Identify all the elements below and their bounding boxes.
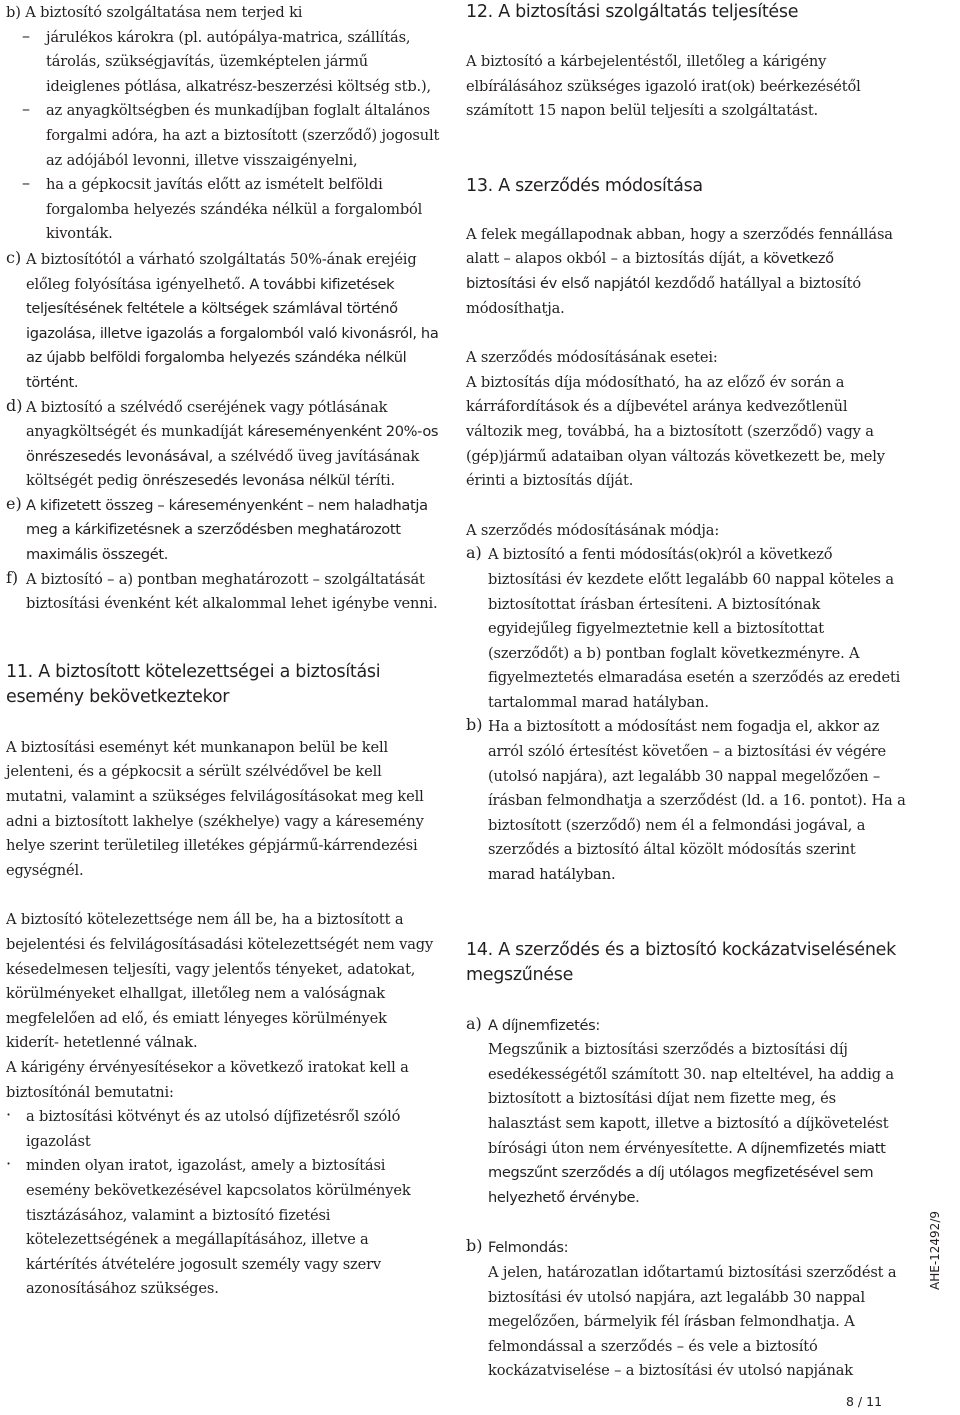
item-label: a)	[466, 543, 482, 563]
list-item-text: A biztosító a fenti módosítás(ok)ról a következő biztosítási év kezdete előtt legalább 60 nappal köteles a biztosítottat írásban értesíteni. A biztosítónak egyidejűleg figyelmeztetnie kell a biztosítottat (szerződőt) a b) pontban foglalt következményre. A figyelmeztetés elmaradása esetén a szerződés az eredeti tartalommal marad hatályban.	[488, 546, 901, 711]
item-label: f)	[6, 567, 19, 587]
section-14-heading: 14. A szerződés és a biztosító kockázatviselésének megszűnése	[466, 939, 896, 985]
list-item	[6, 1154, 440, 1302]
section-10e	[6, 494, 440, 568]
section-10d-t2: káreseményenként 20%-os önrészesedés levonásával	[26, 423, 439, 465]
section-14b-t3: felmondhatja. A felmondással a szerződés – és vele a biztosító kockázatviselése – a biztosítási év utolsó napjának	[488, 1313, 855, 1380]
section-10c-text1: A biztosítótól a várható szolgáltatás 50%-ának erejéig előleg folyósítása igényelhető.	[26, 250, 417, 293]
list-item	[6, 26, 440, 100]
section-14b-t2: írásban	[683, 1313, 736, 1331]
section-13-paragraph: A szerződés módosításának esetei:	[466, 349, 718, 367]
list-item-text: ha a gépkocsit javítás előtt az ismételt belföldi forgalomba helyezés szándéka nélkül a forgalomból kivonták.	[46, 176, 423, 243]
section-13-p1a: A felek megállapodnak abban, hogy a szerződés fennállása alatt – alapos okból – a biztosítás díját, a	[466, 225, 893, 268]
section-10f	[6, 568, 440, 617]
section-12-paragraph: A biztosító a kárbejelentéstől, illetőleg a kárigény elbírálásához szükséges igazoló irat(ok) beérkezésétől számított 15 napon belül teljesíti a szolgáltatást.	[466, 53, 861, 120]
section-10b-intro: b) A biztosító szolgáltatása nem terjed ki	[6, 4, 303, 21]
section-14a	[466, 1014, 906, 1211]
section-11-paragraph: A biztosítási eseményt két munkanapon belül be kell jelenteni, és a gépkocsit a sérült szélvédővel be kell mutatni, valamint a szükséges felvilágosításokat meg kell adni a biztosított lakhelye (székhelye) vagy a káresemény helye szerint területileg illetékes gépjármű-kárrendezési egységnél.	[6, 738, 424, 879]
list-item-text: az anyagköltségben és munkadíjban foglalt általános forgalmi adóra, ha azt a biztosított (szerződő) jogosult az adójából levonni, illetve visszaigényelni,	[46, 102, 440, 169]
section-11-heading: 11. A biztosított kötelezettségei a biztosítási esemény bekövetkeztekor	[6, 661, 381, 707]
bullet-marker: ·	[6, 1154, 12, 1174]
list-item	[6, 99, 440, 173]
item-label: e)	[6, 493, 22, 513]
section-10c	[6, 248, 440, 396]
list-item	[466, 715, 906, 887]
dash-marker: –	[22, 99, 30, 119]
item-label: c)	[6, 247, 22, 267]
dash-marker: –	[22, 25, 30, 45]
section-14b	[466, 1236, 906, 1384]
item-label: b)	[466, 715, 483, 735]
section-10f-text: A biztosító – a) pontban meghatározott – szolgáltatását biztosítási évenként két alkalommal lehet igénybe venni.	[26, 570, 438, 613]
section-10d	[6, 396, 440, 494]
list-item-text: minden olyan iratot, igazolást, amely a biztosítási esemény bekövetkezésével kapcsolatos körülmények tisztázásához, valamint a biztosító fizetési kötelezettségének a megállapításához, illetve a kártérítés átvételére jogosult személy vagy szerv azonosításához szükséges.	[26, 1157, 411, 1298]
section-13-heading: 13. A szerződés módosítása	[466, 175, 703, 196]
list-item-text: Ha a biztosított a módosítást nem fogadja el, akkor az arról szóló értesítést követően – a biztosítási év végére (utolsó napjára), azt legalább 30 nappal megelőzően – írásban felmondhatja a szerződést (ld. a 16. pontot). Ha a biztosított (szerződő) nem él a felmondási jogával, a szerződés a biztosító által közölt módosítás szerint marad hatályban.	[488, 718, 906, 884]
dash-marker: –	[22, 173, 30, 193]
section-11-paragraph: A kárigény érvényesítésekor a következő iratokat kell a biztosítónál bemutatni:	[6, 1058, 409, 1101]
section-10d-t3: , a szélvédő üveg javításának költségét pedig	[26, 447, 420, 490]
list-item-text: a biztosítási kötvényt és az utolsó díjfizetésről szóló igazolást	[26, 1108, 401, 1150]
item-label: b)	[466, 1236, 483, 1256]
section-10d-t1: A biztosító a szélvédő cseréjének vagy pótlásának anyagköltségét és munkadíját	[26, 398, 388, 441]
section-10d-t5: téríti.	[350, 472, 396, 490]
section-13-p1b: következő biztosítási év első napjától	[466, 250, 834, 292]
section-10c-text2: A további kifizetések teljesítésének feltétele a költségek számlával történő igazolása, illetve igazolás a forgalomból való kivonásról, ha az újabb belföldi forgalomba helyezés szándéka nélkül történt.	[26, 275, 439, 391]
section-14a-text: Megszűnik a biztosítási szerződés a biztosítási díj esedékességétől számított 30. nap elteltével, ha addig a biztosított a biztosítási díjat nem fizette meg, és halasztást sem kapott, illetve a biztosító a díjkövetelést bírósági úton nem érvényesítette.	[488, 1041, 894, 1157]
document-code: AHE-12492/9	[928, 1211, 942, 1290]
section-11-paragraph: A biztosító kötelezettsége nem áll be, ha a biztosított a bejelentési és felvilágosításadási kötelezettségét nem vagy késedelmesen teljesíti, vagy jelentős tényeket, adatokat, körülményeket elhallgat, illetőleg nem a valóságnak megfelelően ad elő, és emiatt lényeges körülmények kiderít- hetetlenné válnak.	[6, 911, 434, 1052]
list-item	[6, 1105, 440, 1154]
right-column	[466, 0, 906, 1384]
item-label: a)	[466, 1013, 482, 1033]
left-column	[6, 0, 440, 1302]
bullet-marker: ·	[6, 1105, 12, 1125]
item-label: d)	[6, 395, 23, 415]
section-13-paragraph: A biztosítás díja módosítható, ha az előző év során a kárráfordítások és a díjbevétel aránya kedvezőtlenül változik meg, továbbá, ha a biztosított (szerződő) vagy a (gép)jármű adataiban olyan változás következett be, mely érinti a biztosítás díját.	[466, 373, 885, 490]
section-13-paragraph: A szerződés módosításának módja:	[466, 521, 720, 539]
list-item	[6, 173, 440, 247]
section-14b-t1: A jelen, határozatlan időtartamú biztosítási szerződést a biztosítási év utolsó napjára, azt legalább 30 nappal megelőzően, bármelyik fél	[488, 1263, 897, 1331]
section-12-heading: 12. A biztosítási szolgáltatás teljesítése	[466, 2, 799, 22]
section-14a-text2: A díjnemfizetés miatt megszűnt szerződés a díj utólagos megfizetésével sem helyezhető érvénybe.	[488, 1139, 886, 1206]
section-14a-title: A díjnemfizetés:	[488, 1016, 600, 1034]
section-10d-t4: önrészesedés levonása nélkül	[142, 472, 351, 490]
page-number: 8 / 11	[846, 1394, 883, 1409]
section-10e-text: A kifizetett összeg – káreseményenként – nem haladhatja meg a kárkifizetésnek a szerződésben meghatározott maximális összegét.	[26, 496, 428, 564]
list-item	[466, 543, 906, 715]
section-14b-title: Felmondás:	[488, 1239, 569, 1257]
list-item-text: járulékos károkra (pl. autópálya-matrica, szállítás, tárolás, szükségjavítás, üzemképtelen jármű ideiglenes pótlása, alkatrész-beszerzési költség stb.),	[46, 28, 432, 95]
section-13-p1c: kezdődő hatállyal a biztosító módosíthatja.	[466, 274, 862, 317]
